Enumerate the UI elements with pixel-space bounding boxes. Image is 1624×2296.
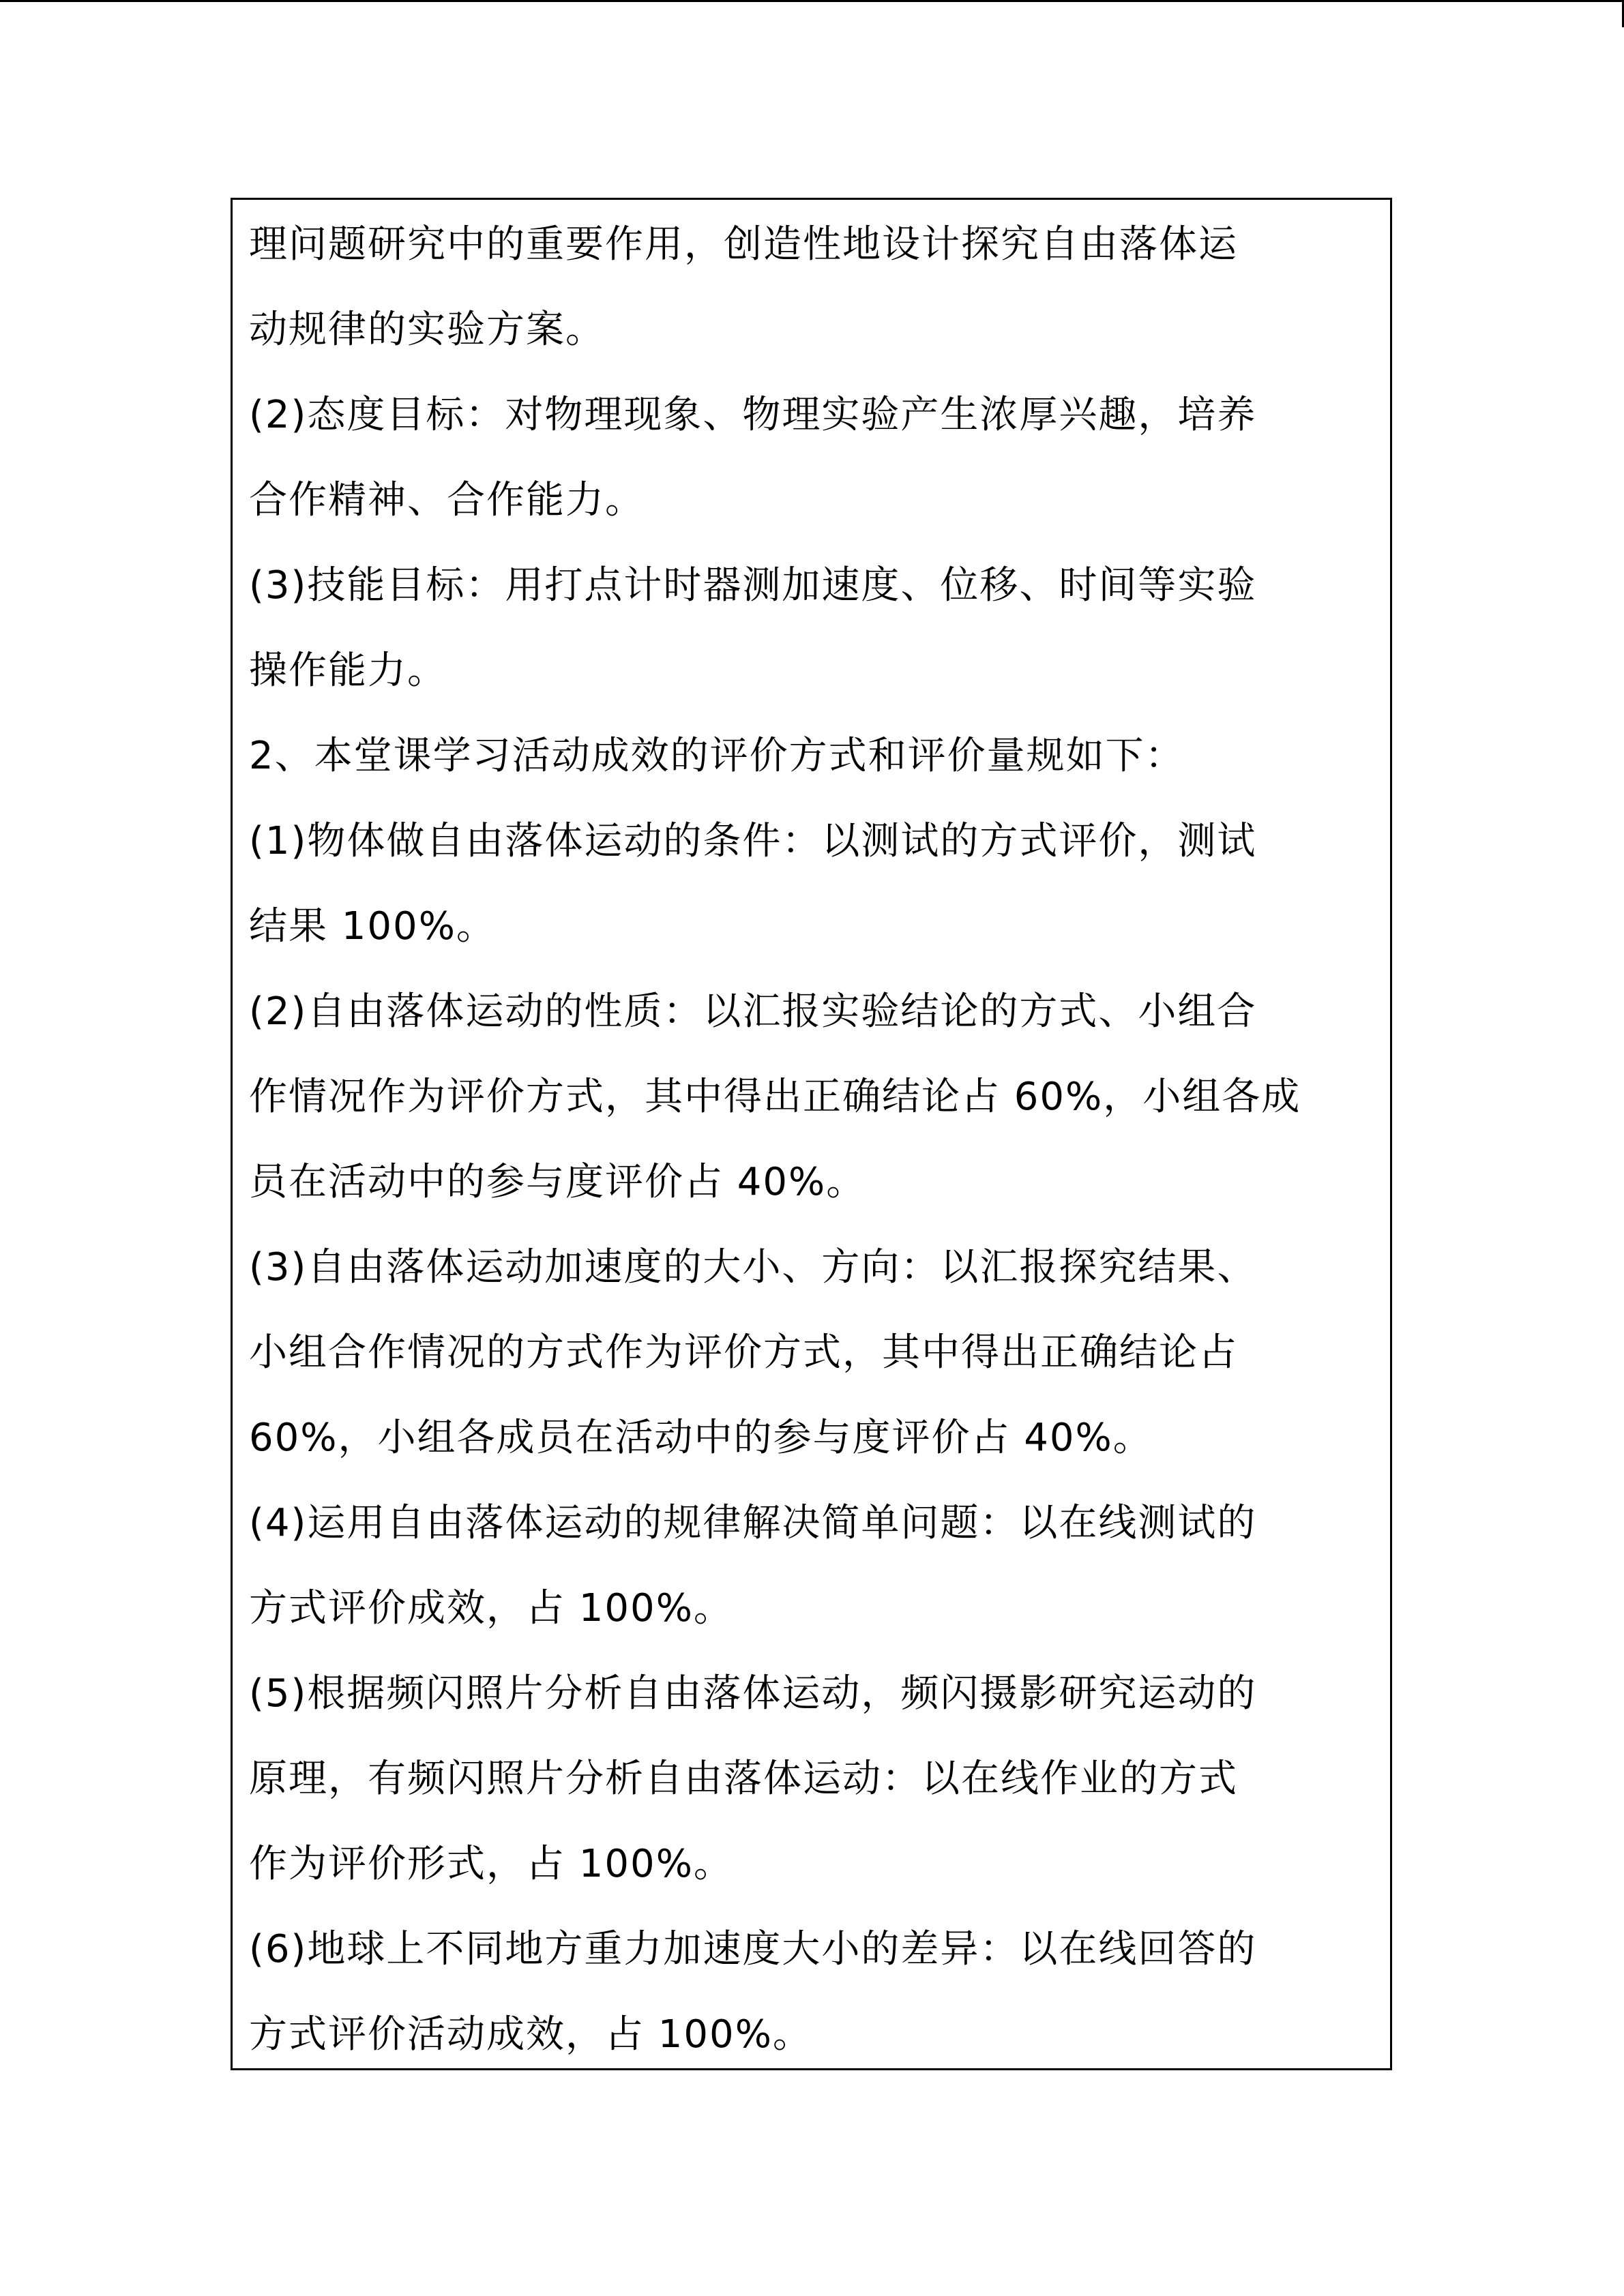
text-line: 作情况作为评价方式，其中得出正确结论占 60%，小组各成 <box>249 1075 1301 1119</box>
text-line: 动规律的实验方案。 <box>249 308 605 352</box>
text-line: 合作精神、合作能力。 <box>249 478 645 522</box>
text-line: 2、本堂课学习活动成效的评价方式和评价量规如下： <box>249 734 1185 778</box>
text-line: (3)技能目标：用打点计时器测加速度、位移、时间等实验 <box>249 563 1257 608</box>
text-line: (5)根据频闪照片分析自由落体运动，频闪摄影研究运动的 <box>249 1671 1257 1716</box>
text-line: (6)地球上不同地方重力加速度大小的差异：以在线回答的 <box>249 1927 1257 1971</box>
text-line: 员在活动中的参与度评价占 40%。 <box>249 1160 866 1204</box>
text-line: 作为评价形式，占 100%。 <box>249 1842 733 1886</box>
text-line: (2)态度目标：对物理现象、物理实验产生浓厚兴趣，培养 <box>249 393 1257 437</box>
text-line: 操作能力。 <box>249 648 447 693</box>
text-line: 结果 100%。 <box>249 904 496 949</box>
content-table-cell <box>231 198 1392 2070</box>
text-line: 方式评价成效，占 100%。 <box>249 1586 733 1630</box>
text-line: (4)运用自由落体运动的规律解决简单问题：以在线测试的 <box>249 1501 1257 1545</box>
text-line: 60%，小组各成员在活动中的参与度评价占 40%。 <box>249 1416 1153 1460</box>
text-line: 理问题研究中的重要作用，创造性地设计探究自由落体运 <box>249 222 1238 267</box>
text-line: (2)自由落体运动的性质：以汇报实验结论的方式、小组合 <box>249 989 1257 1034</box>
text-line: (3)自由落体运动加速度的大小、方向：以汇报探究结果、 <box>249 1245 1257 1289</box>
text-line: 原理，有频闪照片分析自由落体运动：以在线作业的方式 <box>249 1757 1238 1801</box>
page-top-rule <box>0 0 1624 2</box>
text-line: 方式评价活动成效，占 100%。 <box>249 2012 812 2057</box>
text-line: 小组合作情况的方式作为评价方式，其中得出正确结论占 <box>249 1330 1238 1375</box>
text-line: (1)物体做自由落体运动的条件：以测试的方式评价，测试 <box>249 819 1257 863</box>
